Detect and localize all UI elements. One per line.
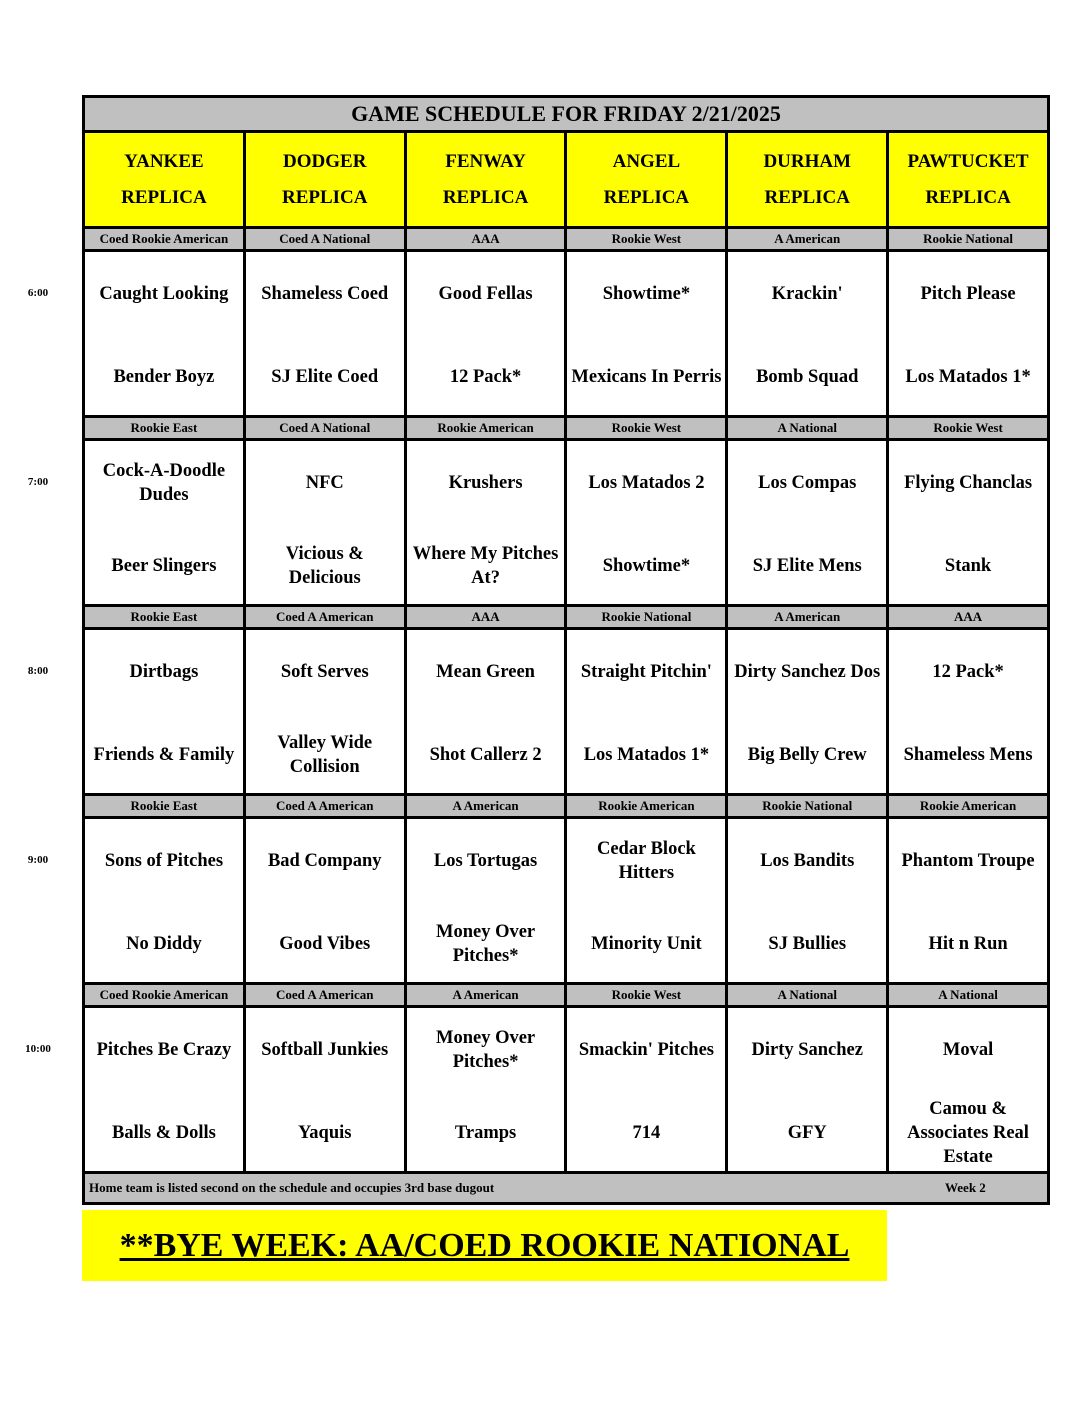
division-label: A American — [407, 796, 565, 816]
away-team: Los Compas — [758, 473, 857, 493]
home-team: Mexicans In Perris — [571, 367, 722, 387]
game-cell — [567, 441, 725, 604]
division-label: Rookie American — [567, 796, 725, 816]
division-label: Rookie East — [85, 796, 243, 816]
game-cell — [407, 630, 565, 793]
game-cell — [407, 1008, 565, 1171]
away-team: Phantom Troupe — [901, 851, 1035, 871]
away-team: Smackin' Pitches — [578, 1040, 714, 1060]
away-team: Los Tortugas — [433, 851, 538, 871]
division-row — [85, 985, 1047, 1008]
field-header-fenway — [407, 133, 565, 226]
away-team: Dirty Sanchez — [751, 1040, 863, 1060]
division-label: A American — [728, 229, 886, 249]
field-name: YANKEE — [124, 150, 204, 172]
division-row — [85, 229, 1047, 252]
away-team: Soft Serves — [280, 662, 369, 682]
field-name: DURHAM — [763, 150, 852, 172]
division-label: Rookie East — [85, 607, 243, 627]
home-team: Beer Slingers — [111, 556, 217, 576]
game-cell — [567, 252, 725, 415]
game-cell — [889, 1008, 1047, 1171]
game-cell — [246, 630, 404, 793]
away-team: Dirty Sanchez Dos — [734, 662, 881, 682]
game-cell — [889, 441, 1047, 604]
home-team: Minority Unit — [591, 934, 702, 954]
division-label: AAA — [407, 607, 565, 627]
home-team: Shameless Mens — [903, 745, 1033, 765]
home-team: Good Vibes — [279, 934, 371, 954]
away-team: NFC — [305, 473, 344, 493]
division-label: A American — [728, 607, 886, 627]
field-header-angel — [567, 133, 725, 226]
game-cell — [889, 819, 1047, 982]
away-team: Pitches Be Crazy — [96, 1040, 232, 1060]
division-label: AAA — [407, 229, 565, 249]
game-cell — [567, 630, 725, 793]
division-label: Coed A American — [246, 985, 404, 1005]
field-header-row — [85, 133, 1047, 229]
game-cell — [889, 630, 1047, 793]
game-cell — [889, 252, 1047, 415]
home-team: Shot Callerz 2 — [429, 745, 542, 765]
game-cell — [246, 252, 404, 415]
game-row — [85, 630, 1047, 796]
home-team: 12 Pack* — [449, 367, 522, 387]
field-type: REPLICA — [442, 186, 529, 208]
division-label: Coed Rookie American — [85, 229, 243, 249]
home-team: Los Matados 1* — [905, 367, 1031, 387]
field-type: REPLICA — [603, 186, 690, 208]
time-slot-label: 10:00 — [25, 1043, 51, 1055]
home-team: Vicious & Delicious — [285, 544, 364, 588]
game-row — [85, 819, 1047, 985]
away-team: Cedar Block Hitters — [596, 839, 696, 883]
field-header-dodger — [246, 133, 404, 226]
division-row — [85, 418, 1047, 441]
away-team: Los Bandits — [760, 851, 855, 871]
game-cell — [728, 819, 886, 982]
home-team: Money Over Pitches* — [435, 922, 536, 966]
away-team: 12 Pack* — [932, 662, 1004, 682]
division-label: A National — [889, 985, 1047, 1005]
field-type: REPLICA — [925, 186, 1011, 208]
away-team: Cock-A-Doodle Dudes — [102, 461, 226, 505]
away-team: Money Over Pitches* — [435, 1028, 536, 1072]
division-label: Rookie American — [889, 796, 1047, 816]
home-team: SJ Bullies — [768, 934, 847, 954]
away-team: Krushers — [448, 473, 523, 493]
division-label: Rookie West — [567, 229, 725, 249]
division-label: Rookie West — [567, 985, 725, 1005]
game-cell — [407, 441, 565, 604]
away-team: Showtime* — [602, 284, 691, 304]
game-cell — [246, 1008, 404, 1171]
field-type: REPLICA — [121, 186, 207, 208]
division-row — [85, 796, 1047, 819]
bye-week-text: **BYE WEEK: AA/COED ROOKIE NATIONAL — [119, 1226, 850, 1264]
division-label: A National — [728, 418, 886, 438]
home-team: Bender Boyz — [113, 367, 215, 387]
away-team: Bad Company — [267, 851, 382, 871]
home-team: Big Belly Crew — [747, 745, 867, 765]
home-team: No Diddy — [126, 934, 202, 954]
division-label: A National — [728, 985, 886, 1005]
game-cell — [407, 819, 565, 982]
home-team: Yaquis — [298, 1123, 352, 1143]
game-cell — [728, 252, 886, 415]
bye-week-banner — [82, 1210, 887, 1281]
division-label: Rookie National — [567, 607, 725, 627]
field-name: DODGER — [283, 150, 367, 172]
home-team-note: Home team is listed second on the schedule and occupies 3rd base dugout — [89, 1180, 495, 1195]
game-cell — [407, 252, 565, 415]
game-row — [85, 441, 1047, 607]
away-team: Shameless Coed — [261, 284, 389, 304]
home-team: Stank — [944, 556, 992, 576]
away-team: Flying Chanclas — [904, 473, 1033, 493]
game-cell — [85, 1008, 243, 1171]
game-cell — [85, 630, 243, 793]
game-row — [85, 1008, 1047, 1174]
game-cell — [85, 441, 243, 604]
game-cell — [728, 1008, 886, 1171]
game-cell — [728, 630, 886, 793]
game-cell — [567, 1008, 725, 1171]
field-header-pawtucket — [889, 133, 1047, 226]
away-team: Softball Junkies — [261, 1040, 389, 1060]
home-team: SJ Elite Coed — [271, 367, 379, 387]
away-team: Moval — [942, 1040, 994, 1060]
division-row — [85, 607, 1047, 630]
away-team: Krackin' — [771, 284, 843, 304]
time-slot-label: 8:00 — [27, 665, 49, 677]
schedule-footer — [85, 1174, 1047, 1202]
schedule-title: GAME SCHEDULE FOR FRIDAY 2/21/2025 — [85, 98, 1047, 133]
away-team: Pitch Please — [920, 284, 1016, 304]
field-name: ANGEL — [612, 150, 681, 172]
field-type: REPLICA — [764, 186, 850, 208]
away-team: Caught Looking — [99, 284, 229, 304]
away-team: Good Fellas — [438, 284, 533, 304]
division-label: Rookie East — [85, 418, 243, 438]
division-label: Rookie National — [728, 796, 886, 816]
division-label: Coed A American — [246, 796, 404, 816]
schedule-table — [82, 95, 1050, 1205]
away-team: Los Matados 2 — [588, 473, 705, 493]
home-team: Friends & Family — [93, 745, 235, 765]
home-team: Showtime* — [602, 556, 691, 576]
game-cell — [85, 819, 243, 982]
home-team: Tramps — [454, 1123, 517, 1143]
division-label: Coed A National — [246, 229, 404, 249]
division-label: A American — [407, 985, 565, 1005]
division-label: Rookie National — [889, 229, 1047, 249]
home-team: Camou & Associates Real Estate — [907, 1099, 1029, 1167]
home-team: Bomb Squad — [756, 367, 859, 387]
home-team: SJ Elite Mens — [752, 556, 862, 576]
home-team: Hit n Run — [928, 934, 1008, 954]
home-team: Balls & Dolls — [112, 1123, 216, 1143]
away-team: Dirtbags — [129, 662, 199, 682]
game-row — [85, 252, 1047, 418]
field-header-yankee — [85, 133, 243, 226]
division-label: Rookie West — [567, 418, 725, 438]
away-team: Sons of Pitches — [104, 851, 224, 871]
home-team: Valley Wide Collision — [277, 733, 373, 777]
game-cell — [246, 441, 404, 604]
home-team: Where My Pitches At? — [412, 544, 559, 588]
field-header-durham — [728, 133, 886, 226]
away-team: Straight Pitchin' — [580, 662, 712, 682]
division-label: Coed A American — [246, 607, 404, 627]
home-team: GFY — [787, 1123, 827, 1143]
division-label: Rookie West — [889, 418, 1047, 438]
time-slot-label: 9:00 — [27, 854, 49, 866]
division-label: Coed Rookie American — [85, 985, 243, 1005]
home-team: Los Matados 1* — [583, 745, 710, 765]
time-slot-label: 6:00 — [27, 287, 49, 299]
game-cell — [567, 819, 725, 982]
division-label: Rookie American — [407, 418, 565, 438]
division-label: Coed A National — [246, 418, 404, 438]
field-type: REPLICA — [281, 186, 368, 208]
game-cell — [246, 819, 404, 982]
field-name: PAWTUCKET — [907, 150, 1029, 172]
game-cell — [85, 252, 243, 415]
field-name: FENWAY — [445, 150, 526, 172]
division-label: AAA — [889, 607, 1047, 627]
week-label: Week 2 — [945, 1180, 986, 1195]
home-team: 714 — [632, 1123, 661, 1143]
time-slot-label: 7:00 — [27, 476, 49, 488]
away-team: Mean Green — [436, 662, 535, 682]
game-cell — [728, 441, 886, 604]
time-slots — [85, 229, 1047, 1174]
